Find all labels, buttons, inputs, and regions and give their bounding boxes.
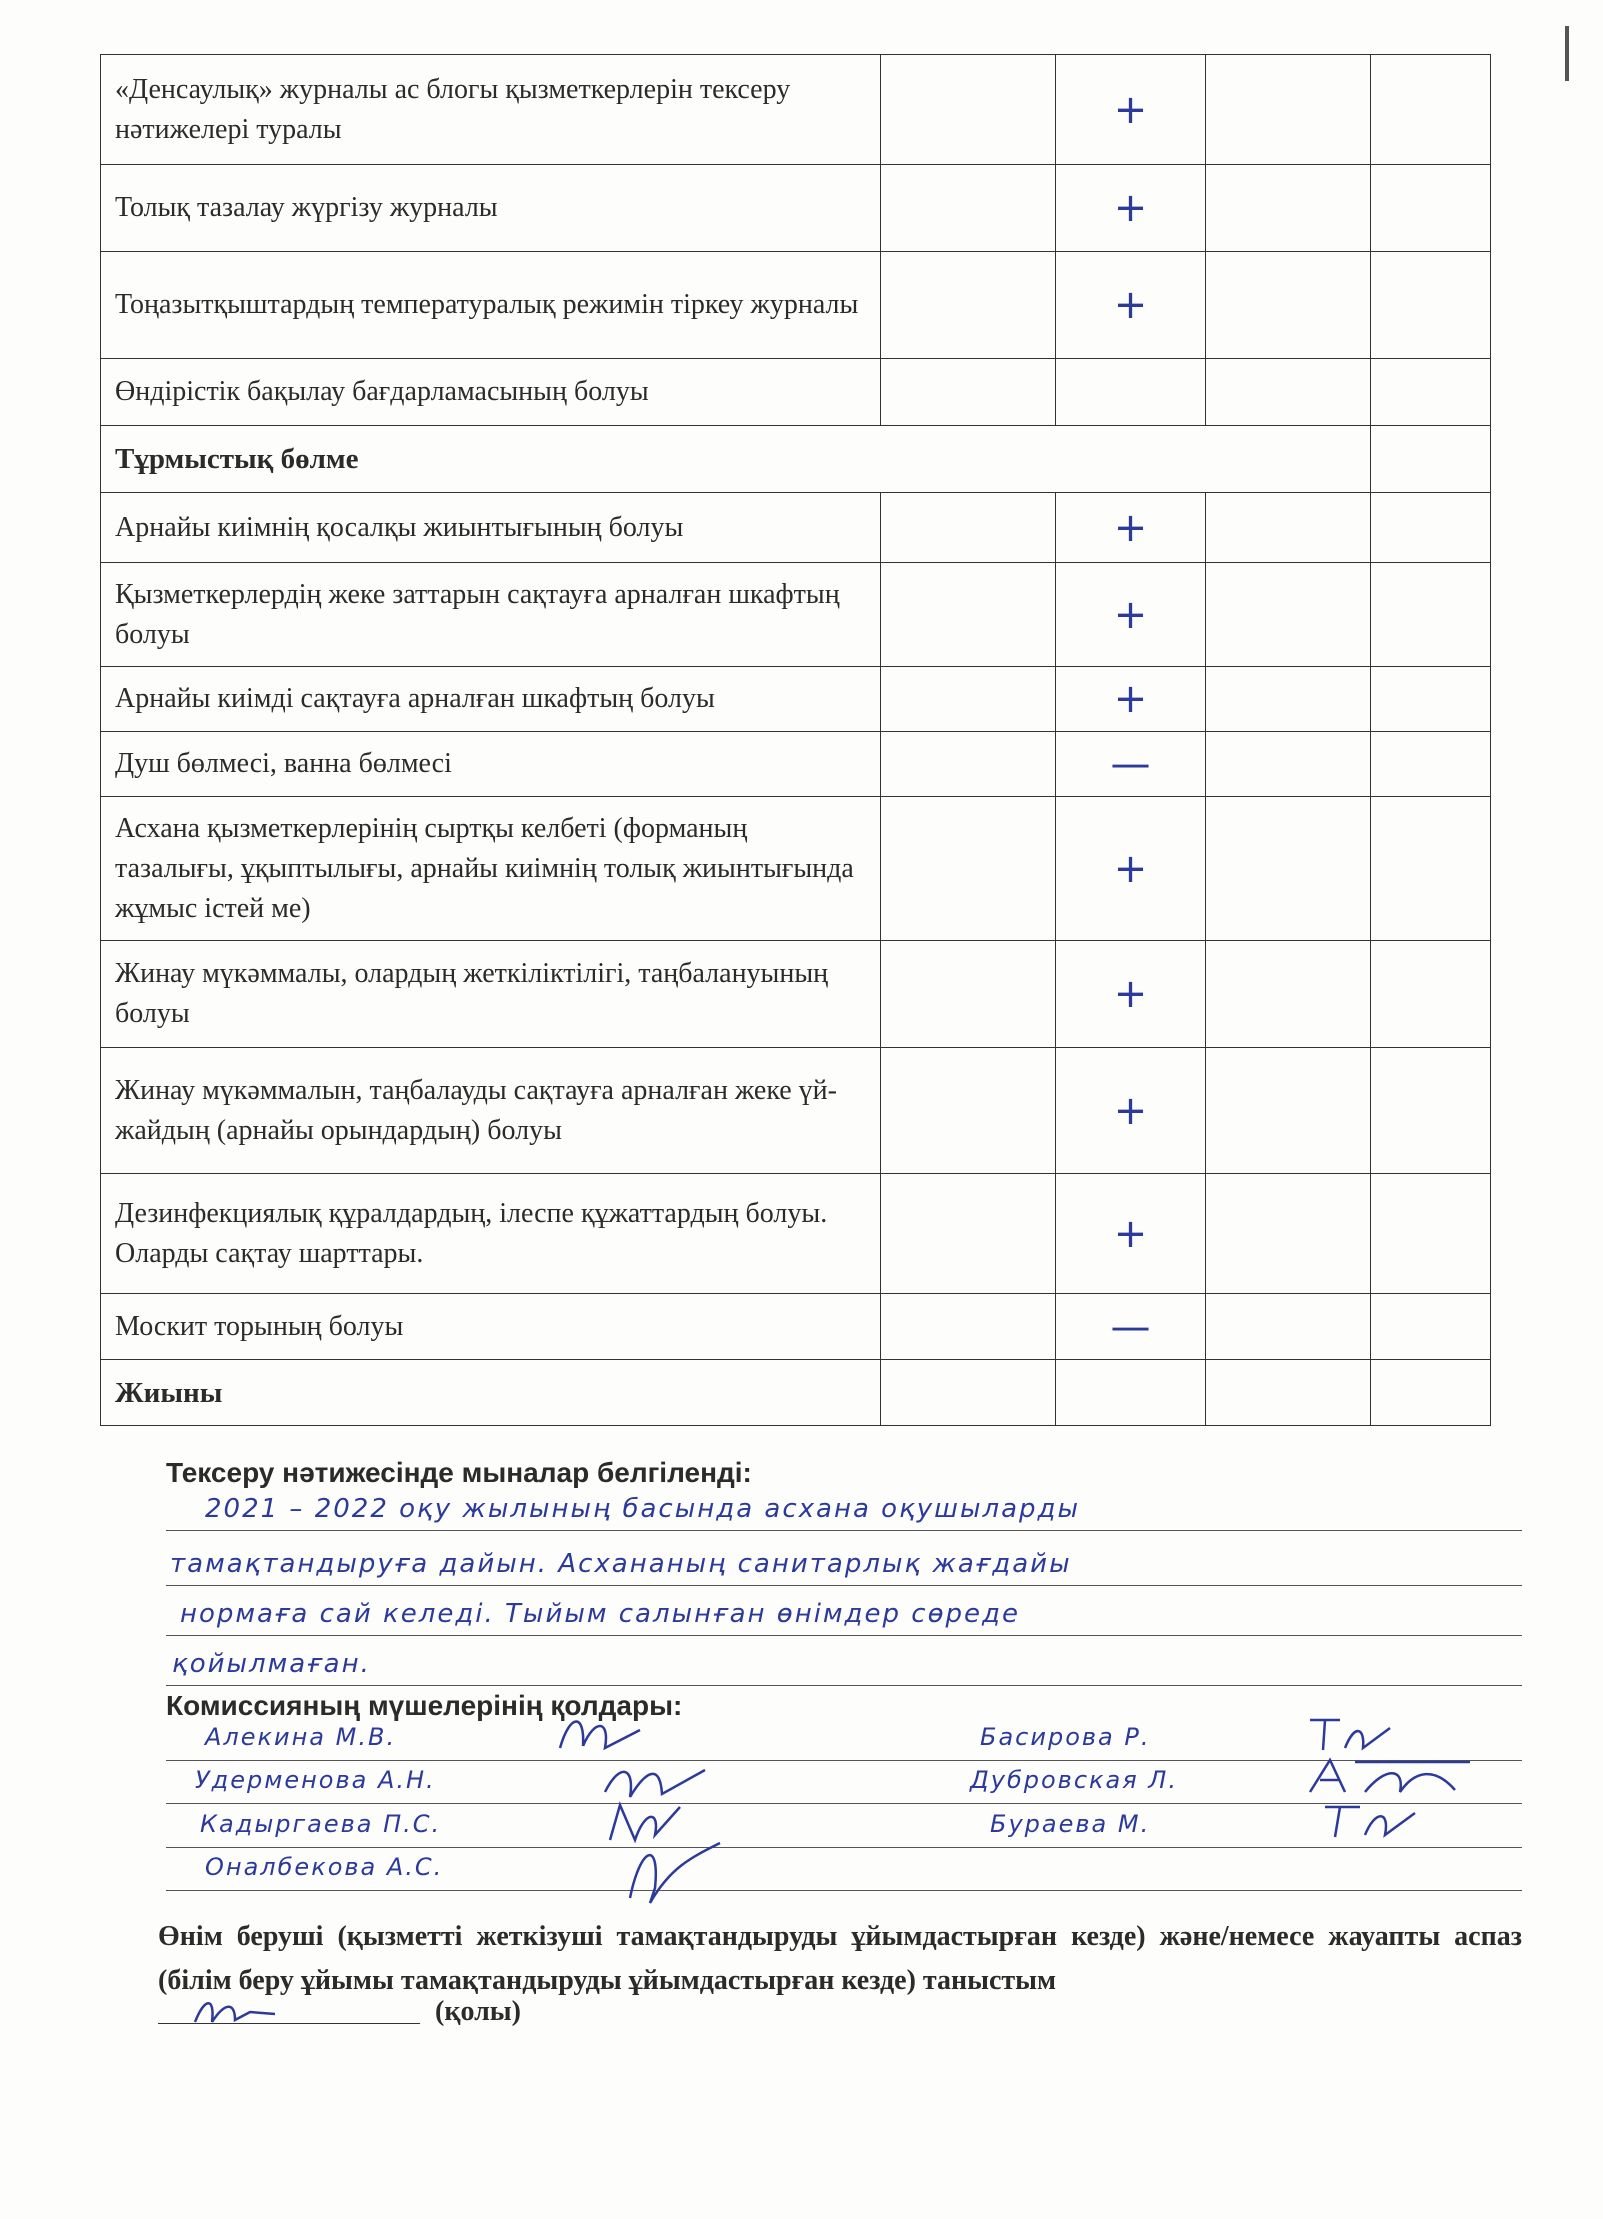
check-mark: +: [1056, 941, 1206, 1048]
check-mark: +: [1056, 563, 1206, 667]
row-label: Жинау мүкәммалын, таңбалауды сақтауға арналған жеке үй-жайдың (арнайы орындардың) болуы: [101, 1048, 881, 1174]
row-label: «Денсаулық» журналы ас блогы қызметкерлерін тексеру нәтижелері туралы: [101, 55, 881, 165]
signature-scribble: [1320, 1795, 1420, 1845]
findings-line: қойылмаған.: [172, 1649, 371, 1679]
findings-line: тамақтандыруға дайын. Асхананың санитарлық жағдайы: [170, 1549, 1072, 1579]
row-label: Толық тазалау жүргізу журналы: [101, 165, 881, 252]
checklist-row: [101, 1174, 1491, 1294]
checklist-row: [101, 55, 1491, 165]
ruled-line: [166, 1530, 1522, 1531]
check-mark: +: [1056, 55, 1206, 165]
ruled-line: [166, 1847, 1522, 1848]
findings-line: нормаға сай келеді. Тыйым салынған өнімдер сөреде: [180, 1599, 1020, 1629]
commission-member: Дубровская Л.: [970, 1766, 1178, 1794]
checklist-row: [101, 252, 1491, 359]
checklist-table: [100, 54, 1491, 1426]
check-mark: +: [1056, 797, 1206, 941]
checklist-row: [101, 1048, 1491, 1174]
findings-line: 2021 – 2022 оқу жылының басында асхана оқушыларды: [205, 1494, 1081, 1524]
acknowledgment-statement: [158, 1915, 1522, 2003]
ruled-line: [166, 1890, 1522, 1891]
commission-member: Алекина М.В.: [205, 1723, 397, 1751]
signature-scribble: [620, 1828, 730, 1908]
checklist-row: [101, 563, 1491, 667]
ruled-line: [166, 1635, 1522, 1636]
row-label: Тоңазытқыштардың температуралық режимін тіркеу журналы: [101, 252, 881, 359]
row-label: Дезинфекциялық құралдардың, ілеспе құжаттардың болуы. Оларды сақтау шарттары.: [101, 1174, 881, 1294]
row-label: Арнайы киімнің қосалқы жиынтығының болуы: [101, 493, 881, 563]
findings-heading: Тексеру нәтижесінде мыналар белгіленді:: [166, 1457, 752, 1488]
ruled-line: [166, 1685, 1522, 1686]
check-mark: +: [1056, 252, 1206, 359]
commission-member: Басирова Р.: [980, 1723, 1151, 1751]
check-mark: +: [1056, 1174, 1206, 1294]
ruled-line: [166, 1803, 1522, 1804]
row-label: Москит торының болуы: [101, 1294, 881, 1360]
total-row: [101, 1360, 1491, 1426]
checklist-row: [101, 493, 1491, 563]
dash-mark: —: [1056, 732, 1206, 797]
signature-scribble: [1305, 1708, 1395, 1758]
row-label: Арнайы киімді сақтауға арналған шкафтың болуы: [101, 667, 881, 732]
commission-member: Оналбекова А.С.: [205, 1853, 444, 1881]
total-label: Жиыны: [101, 1360, 881, 1426]
commission-member: Кадыргаева П.С.: [200, 1810, 442, 1838]
supplier-signature-scribble: [190, 1992, 280, 2032]
checklist-row: [101, 667, 1491, 732]
commission-member: Бураева М.: [990, 1810, 1151, 1838]
section-header-row: [101, 426, 1491, 493]
checklist-row: [101, 1294, 1491, 1360]
acknowledgment-text: Өнім беруші (қызметті жеткізуші тамақтандыруды ұйымдастырған кезде) және/немесе жауапты аспаз (білім беру ұйымы тамақтандыруды ұйымдастырған кезде) таныстым: [158, 1921, 1522, 1996]
row-label: Душ бөлмесі, ванна бөлмесі: [101, 732, 881, 797]
check-mark: +: [1056, 165, 1206, 252]
check-mark: +: [1056, 1048, 1206, 1174]
dash-mark: —: [1056, 1294, 1206, 1360]
check-mark: +: [1056, 493, 1206, 563]
signature-scribble: [555, 1708, 645, 1758]
signature-caption: (қолы): [435, 1996, 521, 2027]
commission-member: Удерменова А.Н.: [195, 1766, 436, 1794]
checklist-row: [101, 359, 1491, 426]
row-label: Асхана қызметкерлерінің сыртқы келбеті (форманың тазалығы, ұқыптылығы, арнайы киімнің толық жиынтығында жұмыс істей ме): [101, 797, 881, 941]
checklist-row: [101, 165, 1491, 252]
row-label: Қызметкерлердің жеке заттарын сақтауға арналған шкафтың болуы: [101, 563, 881, 667]
check-mark: [1056, 359, 1206, 426]
row-label: Жинау мүкәммалы, олардың жеткіліктілігі, таңбалануының болуы: [101, 941, 881, 1048]
section-title: Тұрмыстық бөлме: [101, 426, 1371, 493]
checklist-row: [101, 941, 1491, 1048]
ruled-line: [166, 1585, 1522, 1586]
checklist-row: [101, 797, 1491, 941]
checklist-row: [101, 732, 1491, 797]
check-mark: +: [1056, 667, 1206, 732]
scan-artifact: [1565, 26, 1569, 81]
row-label: Өндірістік бақылау бағдарламасының болуы: [101, 359, 881, 426]
commission-heading: Комиссияның мүшелерінің қолдары:: [166, 1690, 683, 1721]
